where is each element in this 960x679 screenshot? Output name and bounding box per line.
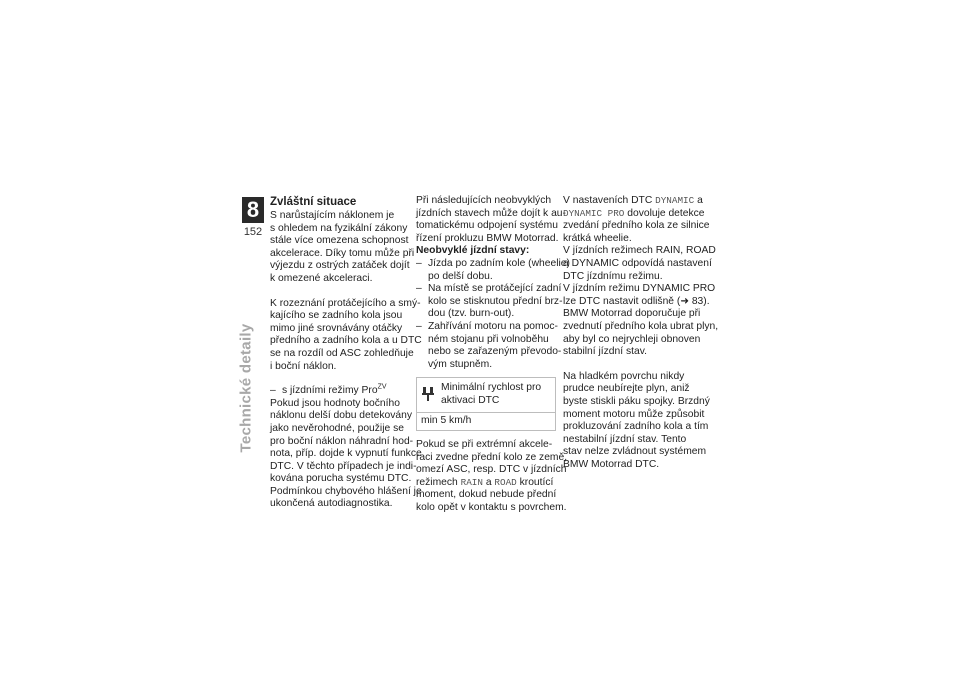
text-line: lze DTC nastavit odlišně (➜ 83). <box>563 295 710 307</box>
tool-icon <box>421 386 437 407</box>
list-item: – Zahřívání motoru na pomoc- <box>416 320 558 332</box>
text-line: moment, dokud nebude přední <box>416 489 557 501</box>
text-line: BMW Motorrad doporučuje při <box>563 308 701 320</box>
text-line: s ohledem na fyzikální zákony <box>270 222 408 234</box>
mode-rain-label: RAIN <box>460 476 483 488</box>
text-line: se na rozdíl od ASC zohledňuje <box>270 347 414 359</box>
text-line: a DYNAMIC odpovídá nastavení <box>563 257 712 269</box>
page-reference-link[interactable]: 83). <box>688 295 710 307</box>
text-line: ukončená autodiagnostika. <box>270 498 393 510</box>
column-3 <box>563 195 719 471</box>
text-line: stabilní jízdní stav. <box>563 346 647 358</box>
text-line: jako nevěrohodné, použije se <box>270 422 404 434</box>
text-line: Při následujících neobvyklých <box>416 195 552 206</box>
list-item: – Na místě se protáčející zadní <box>416 283 562 295</box>
arrow-icon: ➜ <box>680 295 689 307</box>
list-item-continuation: po delší dobu. <box>428 270 493 282</box>
list-item-continuation: kolo se stisknutou přední brz- <box>428 295 563 307</box>
column-1 <box>270 195 422 511</box>
text-line: byste stiskli páku spojky. Brzdný <box>563 395 710 407</box>
superscript-zv: ZV <box>377 383 387 391</box>
text-line: řízení prokluzu BMW Motorrad. <box>416 232 559 244</box>
bullet-item: – s jízdními režimy Pro$^{ZV}$ <box>270 383 387 397</box>
text-line: DTC jízdnímu režimu. <box>563 270 663 282</box>
text-line: zvednutí předního kola ubrat plyn, <box>563 320 719 332</box>
text-line: akcelerace. Díky tomu může při <box>270 247 415 259</box>
text-line: V nastaveních DTC DYNAMIC a <box>563 195 703 206</box>
text-line: omezí ASC, resp. DTC v jízdních <box>416 464 567 476</box>
text-line: DTC. V těchto případech je indi- <box>270 460 417 472</box>
text-line: V jízdním režimu DYNAMIC PRO <box>563 283 716 295</box>
text-line: kována porucha systému DTC. <box>270 473 412 485</box>
spec-note-value: min 5 km/h <box>421 414 472 426</box>
text-line: Na hladkém povrchu nikdy <box>563 370 685 382</box>
text-line: K rozeznání protáčejícího a smý- <box>270 297 421 309</box>
text-line: stav nelze zvládnout systémem <box>563 446 707 458</box>
text-line: raci zvedne přední kolo ze země, <box>416 451 568 463</box>
text-line: prudce neubírejte plyn, aniž <box>563 383 690 395</box>
text-line: Pokud se při extrémní akcele- <box>416 439 553 451</box>
text-line: kolo opět v kontaktu s povrchem. <box>416 502 567 514</box>
text-line: stále více omezena schopnost <box>270 235 409 247</box>
text-line: DYNAMIC PRO dovoluje detekce <box>563 207 705 219</box>
text-line: prokluzování zadního kola a tím <box>563 421 709 433</box>
text-line: BMW Motorrad DTC. <box>563 458 660 470</box>
bullet-text: s jízdními režimy Pro <box>282 385 378 397</box>
text-line: mimo jiné srovnávány otáčky <box>270 322 403 334</box>
list-item-continuation: dou (tzv. burn-out). <box>428 308 515 320</box>
text-line: pro boční náklon náhradní hod- <box>270 435 414 447</box>
text-line: tomatickému odpojení systému <box>416 220 558 232</box>
page-number: 152 <box>243 226 263 238</box>
text-line: i boční náklon. <box>270 360 337 372</box>
text-line: režimech RAIN a ROAD kroutící <box>416 476 554 488</box>
spec-note-label: Minimální rychlost pro <box>441 382 542 394</box>
text-line: zvedání předního kola ze silnice <box>563 220 710 232</box>
mode-dynamic-label: DYNAMIC <box>655 195 695 206</box>
section-title: Zvláštní situace <box>270 196 357 208</box>
mode-road-label: ROAD <box>494 476 517 488</box>
text-line: výjezdu z ostrých zatáček dojít <box>270 260 410 272</box>
text-line: V jízdních režimech RAIN, ROAD <box>563 245 716 257</box>
spec-note-label: aktivaci DTC <box>441 394 500 406</box>
text-line: Podmínkou chybového hlášení je <box>270 485 422 497</box>
chapter-number-badge: 8 <box>242 197 264 223</box>
text-line: nota, příp. dojde k vypnutí funkce <box>270 448 422 460</box>
list-item-continuation: vým stupněm. <box>428 358 493 370</box>
text-line: náklonu delší dobu detekovány <box>270 410 412 422</box>
column-2 <box>416 195 570 515</box>
list-item-continuation: nebo se zařazeným převodo- <box>428 346 562 358</box>
text-line: kajícího se zadního kola jsou <box>270 310 403 322</box>
text-line: jízdních stavech může dojít k au- <box>416 207 566 219</box>
text-line: moment motoru může způsobit <box>563 408 705 420</box>
spec-note-header <box>417 378 555 412</box>
subheading: Neobvyklé jízdní stavy: <box>416 245 530 257</box>
mode-dynamic-pro-label: DYNAMIC PRO <box>563 207 625 219</box>
text-line: krátká wheelie. <box>563 232 632 244</box>
spec-note-box <box>416 377 556 431</box>
text-line: nestabilní jízdní stav. Tento <box>563 433 687 445</box>
text-line: aby byl co nejrychleji obnoven <box>563 333 701 345</box>
chapter-title-vertical: Technické detaily <box>237 323 255 453</box>
list-item-continuation: ném stojanu při volnoběhu <box>428 333 549 345</box>
text-line: předního a zadního kola a u DTC <box>270 335 422 347</box>
text-line: Pokud jsou hodnoty bočního <box>270 397 400 409</box>
list-item: – Jízda po zadním kole (wheelie) <box>416 257 570 269</box>
text-line: S narůstajícím náklonem je <box>270 210 395 221</box>
text-line: k omezené akceleraci. <box>270 272 373 284</box>
